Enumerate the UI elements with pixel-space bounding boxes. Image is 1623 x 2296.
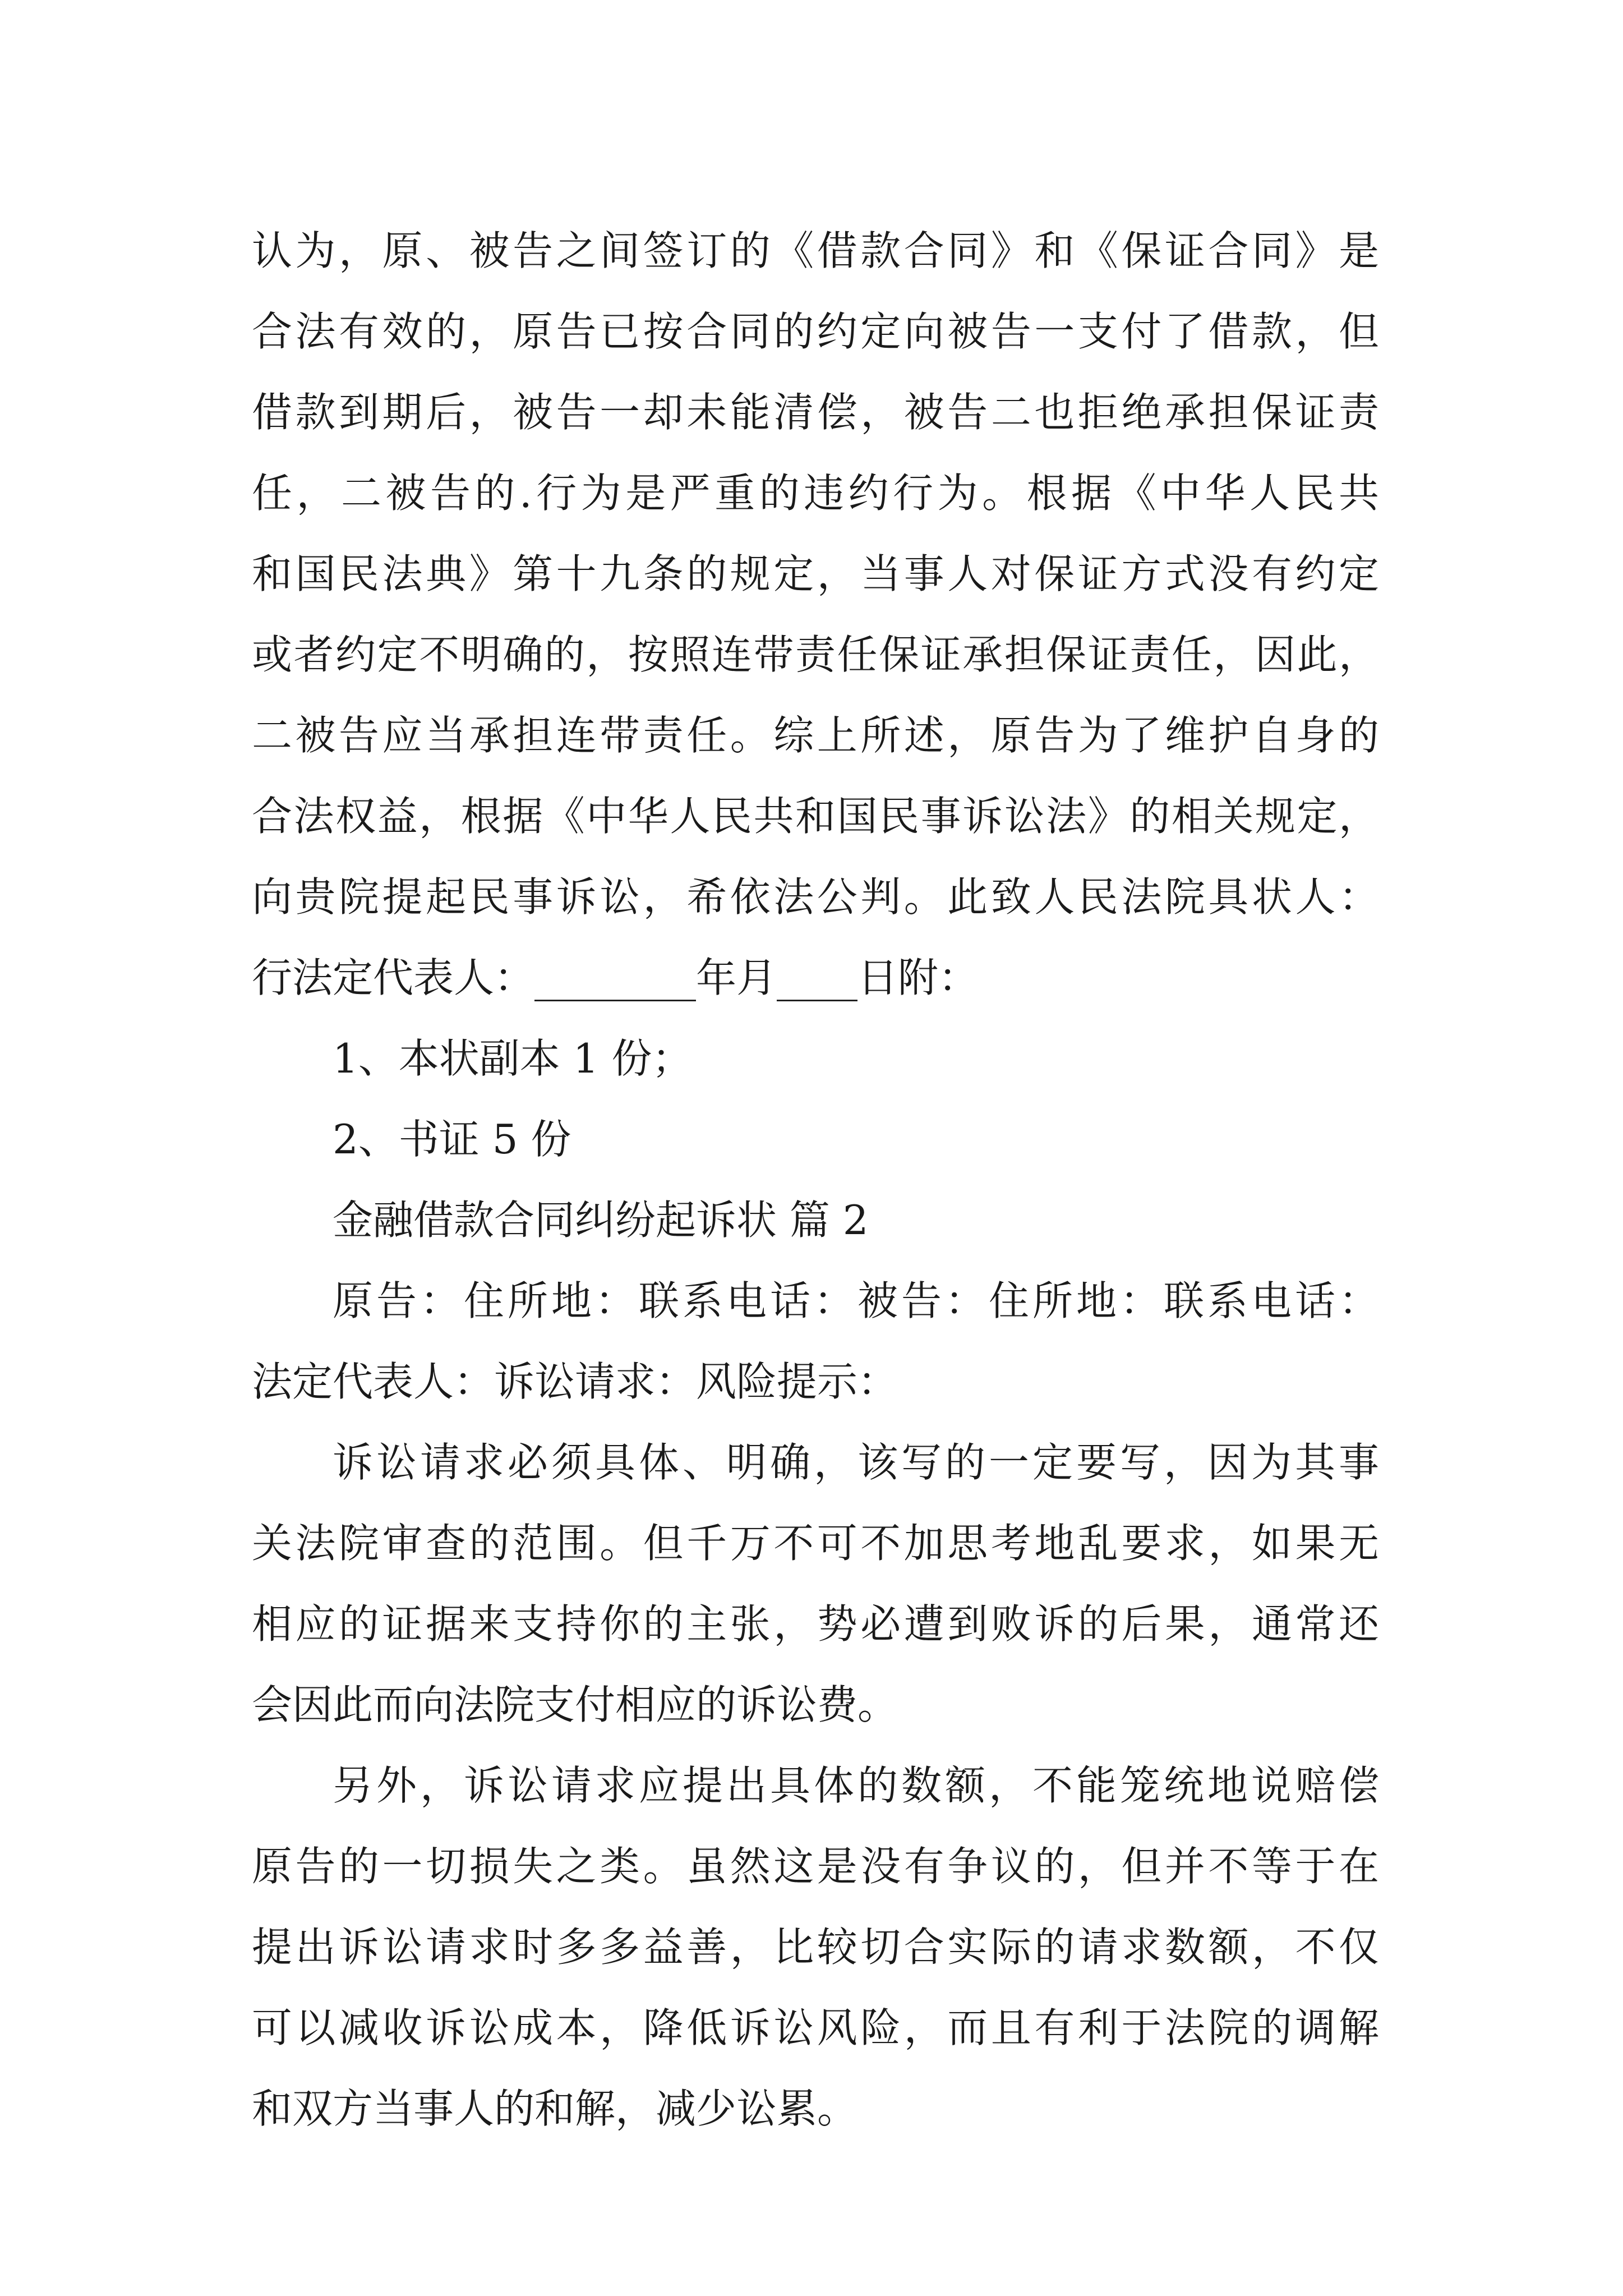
text-line: 二被告应当承担连带责任。综上所述，原告为了维护自身的 — [252, 712, 1379, 759]
paragraph — [252, 1260, 1379, 1422]
text-line: 诉讼请求必须具体、明确，该写的一定要写，因为其事 — [333, 1439, 1379, 1486]
text-line: 可以减收诉讼成本，降低诉讼风险，而且有利于法院的调解 — [252, 2004, 1379, 2051]
section-heading — [252, 1180, 1379, 1260]
text-line: 会因此而向法院支付相应的诉讼费。 — [252, 1681, 898, 1728]
text-line: 和双方当事人的和解，减少讼累。 — [252, 2085, 858, 2132]
text-line: 2、书证 5 份 — [333, 1116, 571, 1163]
text-line: 原告：住所地：联系电话：被告：住所地：联系电话： — [333, 1277, 1379, 1324]
text-line: 关法院审查的范围。但千万不可不加思考地乱要求，如果无 — [252, 1520, 1379, 1567]
text-line: 向贵院提起民事诉讼，希依法公判。此致人民法院具状人： — [252, 873, 1379, 921]
text-line: 认为，原、被告之间签订的《借款合同》和《保证合同》是 — [252, 227, 1379, 274]
text-line: 和国民法典》第十九条的规定，当事人对保证方式没有约定 — [252, 550, 1379, 597]
text-line: 提出诉讼请求时多多益善，比较切合实际的请求数额，不仅 — [252, 1924, 1379, 1971]
text-line: 1、本状副本 1 份； — [333, 1035, 693, 1082]
text-line: 行法定代表人：________年月____日附： — [252, 954, 979, 1001]
text-line: 合法权益，根据《中华人民共和国民事诉讼法》的相关规定， — [252, 793, 1379, 840]
text-line: 合法有效的，原告已按合同的约定向被告一支付了借款，但 — [252, 308, 1379, 355]
text-line: 原告的一切损失之类。虽然这是没有争议的，但并不等于在 — [252, 1843, 1379, 1890]
text-line: 或者约定不明确的，按照连带责任保证承担保证责任，因此， — [252, 631, 1379, 678]
document-page — [252, 210, 1379, 2149]
text-line: 借款到期后，被告一却未能清偿，被告二也拒绝承担保证责 — [252, 389, 1379, 436]
text-line: 另外，诉讼请求应提出具体的数额，不能笼统地说赔偿 — [333, 1762, 1379, 1809]
paragraph — [252, 1422, 1379, 1745]
text-line: 金融借款合同纠纷起诉状 篇 2 — [333, 1197, 869, 1244]
paragraph — [252, 210, 1379, 1018]
paragraph — [252, 1099, 1379, 1180]
paragraph — [252, 1018, 1379, 1099]
paragraph — [252, 1745, 1379, 2149]
text-line: 法定代表人：诉讼请求：风险提示： — [252, 1358, 898, 1405]
text-line: 相应的证据来支持你的主张，势必遭到败诉的后果，通常还 — [252, 1600, 1379, 1648]
text-line: 任，二被告的.行为是严重的违约行为。根据《中华人民共 — [252, 470, 1379, 517]
